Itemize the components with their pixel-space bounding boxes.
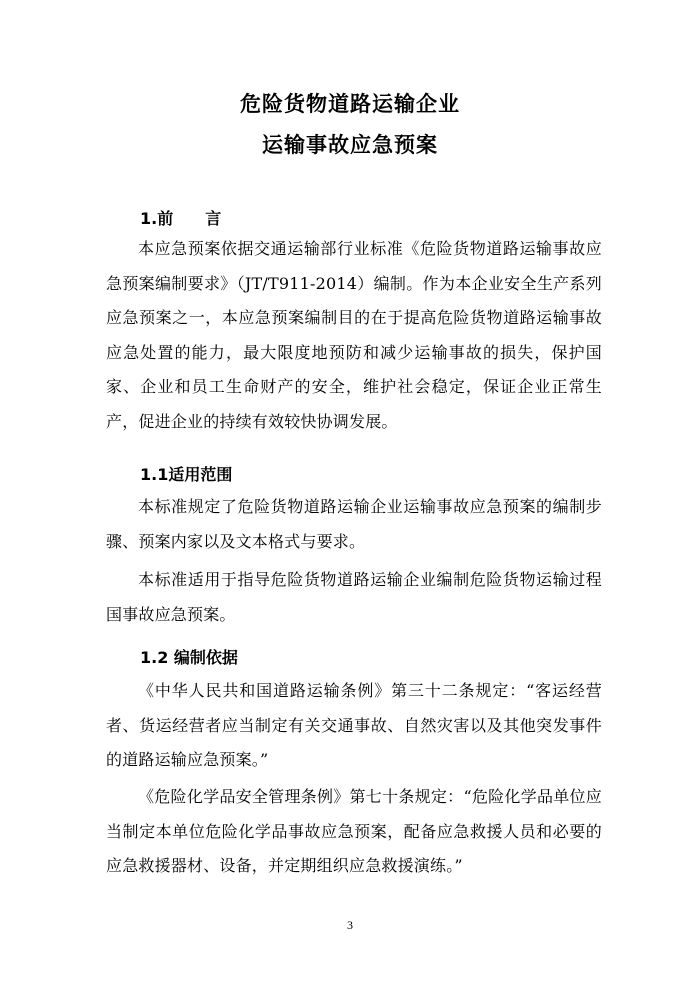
page-number: 3 xyxy=(347,918,353,932)
scope-paragraph-2: 本标准适用于指导危险货物道路运输企业编制危险货物运输过程国事故应急预案。 xyxy=(106,570,602,624)
section-heading-basis: 1.2 编制依据 xyxy=(140,648,238,667)
basis-paragraph-2: 《危险化学品安全管理条例》第七十条规定：“危险化学品单位应当制定本单位危险化学品事故应急预案，配备应急救援人员和必要的应急救援器材、设备，并定期组织应急救援演练。” xyxy=(106,787,602,875)
scope-paragraph-1: 本标准规定了危险货物道路运输企业运输事故应急预案的编制步骤、预案内家以及文本格式与要求。 xyxy=(106,497,602,551)
section-heading-preface: 1.前 言 xyxy=(140,209,222,228)
document-title-line-2: 运输事故应急预案 xyxy=(262,133,438,157)
basis-paragraph-1: 《中华人民共和国道路运输条例》第三十二条规定：“客运经营者、货运经营者应当制定有关交通事故、自然灾害以及其他突发事件的道路运输应急预案。” xyxy=(106,681,602,769)
document-title-line-1: 危险货物道路运输企业 xyxy=(240,92,460,116)
preface-paragraph: 本应急预案依据交通运输部行业标准《危险货物道路运输事故应急预案编制要求》（JT/T911-2014）编制。作为本企业安全生产系列应急预案之一，本应急预案编制目的在于提高危险货物道路运输事故应急处置的能力，最大限度地预防和减少运输事故的损失，保护国家、企业和员工生命财产的安全，维护社会稳定，保证企业正常生产，促进企业的持续有效较快协调发展。 xyxy=(106,239,602,431)
section-heading-scope: 1.1适用范围 xyxy=(140,465,233,484)
